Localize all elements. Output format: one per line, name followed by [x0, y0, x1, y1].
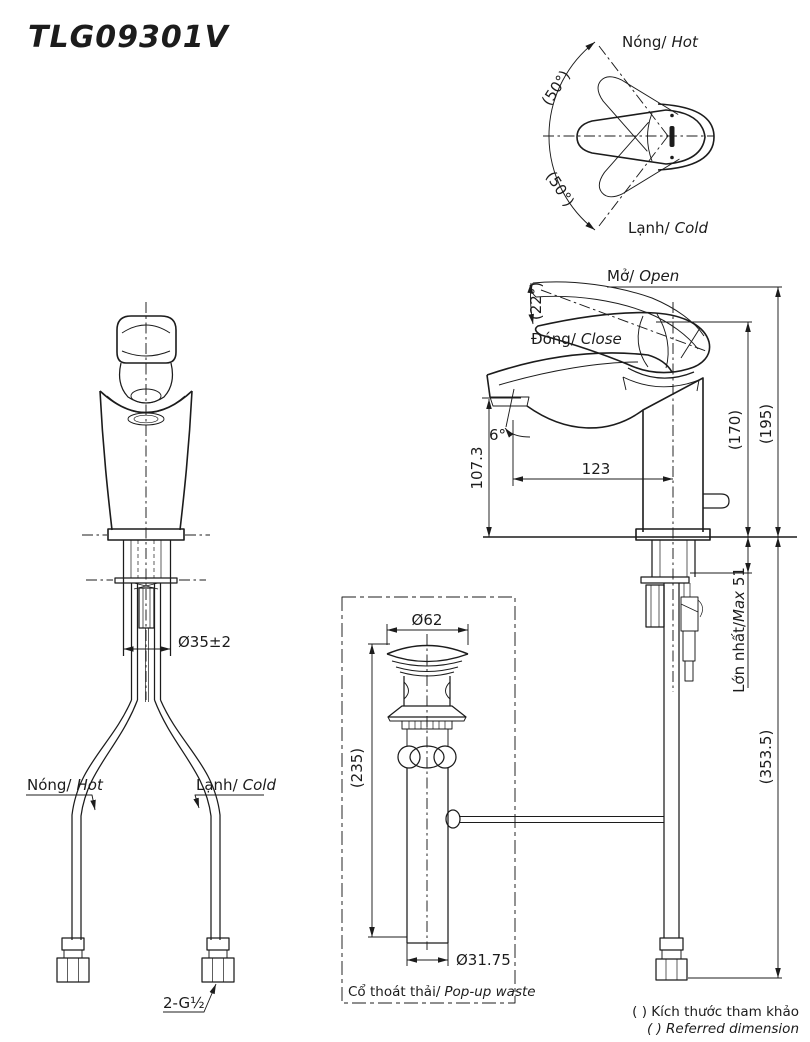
popup-rod-upper [684, 583, 690, 597]
hot-hose-nut [57, 958, 89, 982]
cold-hose-ring [209, 950, 227, 958]
legend-line-vi: ( ) Kích thước tham khảo [632, 1004, 799, 1020]
horizontal-popup-rod [459, 817, 664, 823]
escutcheon-base [623, 377, 699, 391]
spout-top-curve [487, 353, 672, 375]
spout-angle-arc [505, 428, 530, 437]
cold-hose-label: Lạnh/ Cold [196, 776, 276, 794]
dim-height-open-label: (195) [757, 403, 775, 445]
waste-nut-right [434, 746, 456, 768]
mounting-nut [646, 585, 664, 627]
lift-rod-knob [703, 494, 729, 508]
shank-outer [652, 540, 695, 577]
waste-nut-left [398, 746, 420, 768]
dim-height-closed-label: (170) [726, 409, 744, 451]
popup-clamp-detail [681, 600, 703, 617]
dim-waste-tail-label: Ø31.75 [456, 951, 511, 969]
hot-label: Nóng/ Hot [622, 33, 698, 51]
cold-hose-inner [155, 700, 212, 940]
dim-spout-height-label: 107.3 [468, 446, 486, 490]
shank-envelope [124, 540, 171, 656]
cold-hose-collar [207, 938, 229, 950]
waste-thread-ribs [409, 721, 445, 729]
hot-hose-label: Nóng/ Hot [27, 776, 103, 794]
dim-waste-flange-label: Ø62 [411, 611, 443, 629]
handle-open-top [533, 282, 704, 336]
dim-shank-label: Ø35±2 [178, 633, 232, 651]
mounting-washer [641, 577, 689, 583]
cap-inner-arc [648, 113, 653, 161]
popup-rod-tip [685, 661, 693, 681]
lever-angle-label: (22°) [527, 281, 545, 321]
pivot-slot [670, 126, 675, 147]
lever-center-position [577, 110, 705, 164]
waste-neck2 [407, 729, 448, 746]
close-label: Đóng/ Close [531, 330, 622, 348]
detail-dot-bottom [670, 156, 674, 160]
open-label: Mở/ Open [607, 267, 680, 285]
ext-waste-tail [407, 943, 448, 966]
popup-waste-view [342, 597, 664, 1003]
supply-tube [664, 583, 679, 938]
tube-nut [656, 959, 687, 980]
popup-waste-box [342, 597, 515, 1003]
spout-tip-face [487, 375, 490, 397]
front-view-faucet [26, 302, 276, 1012]
detail-dot-top [670, 114, 674, 118]
waste-dome-bottom [387, 654, 468, 662]
model-number: TLG09301V [28, 20, 229, 55]
dim-waste-length-label: (235) [348, 747, 366, 789]
front-nut-detail [143, 588, 150, 628]
tube-nut-facets [666, 959, 677, 980]
cold-hose-nut [202, 958, 234, 982]
tube-ring [662, 950, 681, 959]
cold-hose-leader [195, 795, 264, 808]
spout-underside [527, 406, 643, 428]
dim-spout-reach-label: 123 [581, 460, 611, 478]
side-view-faucet [468, 267, 797, 980]
tube-collar [660, 938, 683, 950]
handle-facet-1 [638, 316, 648, 367]
top-view-handle-swing [538, 33, 714, 237]
legend [632, 1004, 799, 1037]
popup-clamp [681, 597, 698, 631]
hot-hose-inner [81, 700, 138, 940]
cold-label: Lạnh/ Cold [628, 219, 708, 237]
swing-angle-upper: (50°) [538, 67, 574, 109]
legend-line-en: ( ) Referred dimension [646, 1021, 799, 1037]
popup-rod-lower [683, 631, 695, 661]
spout-angle-label: 6° [489, 426, 507, 444]
hot-nut-facets [68, 958, 79, 982]
hose-tubes [132, 583, 161, 700]
shank-inner [660, 540, 687, 577]
cold-nut-facets [213, 958, 224, 982]
swing-axis-cold [599, 136, 668, 226]
lever-cold-position [585, 62, 678, 151]
front-mounting-nut [139, 588, 154, 628]
dim-below-counter-label: (353.5) [757, 729, 775, 785]
waste-dome-top [387, 646, 468, 655]
swing-axis-hot [599, 46, 668, 136]
swing-angle-lower: (50°) [542, 168, 578, 210]
mounting-nut-detail [651, 585, 659, 627]
hot-hose-ring [64, 950, 82, 958]
popup-waste-caption: Cổ thoát thải/ Pop-up waste [348, 984, 536, 1000]
thread-label: 2-G½ [163, 994, 205, 1012]
waste-tailpipe [407, 768, 448, 943]
body-left-edge [100, 391, 112, 530]
ext-waste-length [368, 644, 407, 937]
body-right-edge [180, 391, 192, 530]
dim-max-counter-label: Lớn nhất/Max 51 [730, 567, 748, 693]
